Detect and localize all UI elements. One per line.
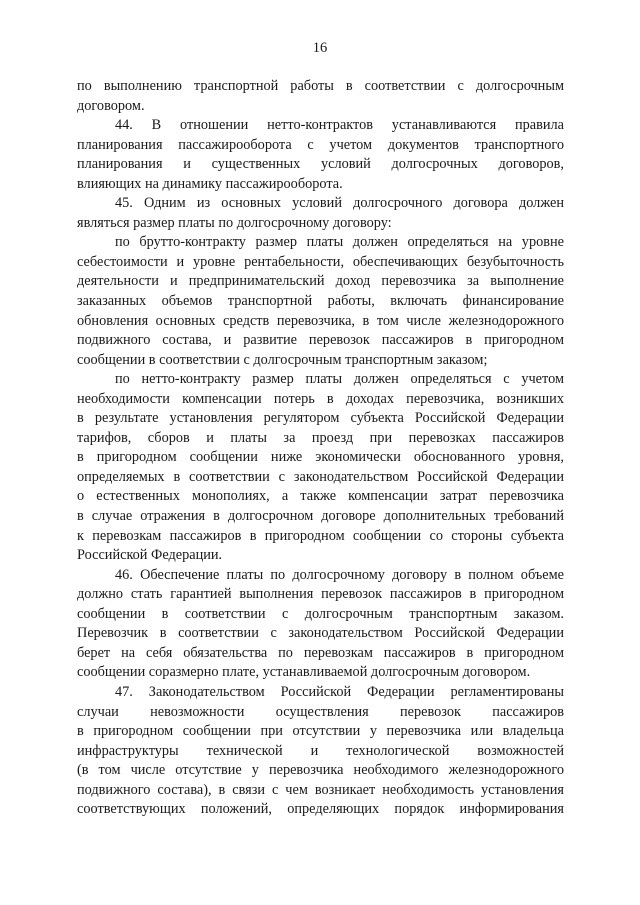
document-body [77,77,564,820]
text-line: заказанных объемов транспортной работы, включать финансирование [77,293,564,310]
text-line: сообщении соразмерно плате, устанавливаемой долгосрочным договором. [77,664,531,681]
text-line: в пригородном сообщении ниже экономически обоснованного уровня, [77,449,564,466]
text-line: к перевозкам пассажиров в пригородном сообщении со стороны субъекта [77,527,564,544]
text-line: определяемых в соответствии с законодательством Российской Федерации [77,468,564,485]
text-line: подвижного состава, и развитие перевозок пассажиров в пригородном [77,332,564,349]
text-line: подвижного состава), в связи с чем возникает необходимость установления [77,781,564,798]
text-line: влияющих на динамику пассажирооборота. [77,175,343,192]
text-line: в результате установления регулятором субъекта Российской Федерации [77,410,564,427]
text-line: себестоимости и уровне рентабельности, обеспечивающих безубыточность [77,253,564,270]
text-line: инфраструктуры технической и технологической возможностей [77,742,564,759]
text-line: 45. Одним из основных условий долгосрочного договора должен [115,195,564,212]
text-line: Перевозчик в соответствии с законодательством Российской Федерации [77,625,564,642]
text-line: планирования пассажирооборота с учетом документов транспортного [77,136,564,153]
text-line: тарифов, сборов и платы за проезд при перевозках пассажиров [77,429,564,446]
text-line: 44. В отношении нетто-контрактов устанавливаются правила [115,117,564,134]
text-line: по брутто-контракту размер платы должен определяться на уровне [115,234,564,251]
page-number: 16 [312,40,328,56]
text-line: необходимости компенсации потерь в доходах перевозчика, возникших [77,390,564,407]
text-line: по выполнению транспортной работы в соответствии с долгосрочным [77,78,564,94]
text-line: в пригородном сообщении при отсутствии у перевозчика или владельца [77,723,564,740]
text-line: 47. Законодательством Российской Федерации регламентированы [115,683,564,700]
text-line: 46. Обеспечение платы по долгосрочному договору в полном объеме [115,566,564,583]
text-line: сообщении в соответствии с долгосрочным транспортным заказом. [77,605,564,622]
text-line: должно стать гарантией выполнения перевозок пассажиров в пригородном [77,586,564,603]
text-line: случаи невозможности осуществления перевозок пассажиров [77,703,564,720]
text-line: деятельности и предпринимательский доход перевозчика за выполнение [77,273,564,290]
text-line: являться размер платы по долгосрочному договору: [77,214,392,231]
text-line: договором. [77,97,145,114]
text-line: в случае отражения в долгосрочном договоре дополнительных требований [77,508,564,525]
text-line: Российской Федерации. [77,547,223,564]
text-line: по нетто-контракту размер платы должен определяться с учетом [115,371,564,388]
text-line: обновления основных средств перевозчика, в том числе железнодорожного [77,312,564,329]
text-line: планирования и существенных условий долгосрочных договоров, [77,156,564,173]
text-line: сообщении в соответствии с долгосрочным транспортным заказом; [77,351,488,368]
text-line: (в том числе отсутствие у перевозчика необходимого железнодорожного [77,762,564,779]
text-line: берет на себя обязательства по перевозкам пассажиров в пригородном [77,644,564,661]
text-line: соответствующих положений, определяющих порядок информирования [77,801,564,818]
text-line: о естественных монополиях, а также компенсации затрат перевозчика [77,488,564,505]
